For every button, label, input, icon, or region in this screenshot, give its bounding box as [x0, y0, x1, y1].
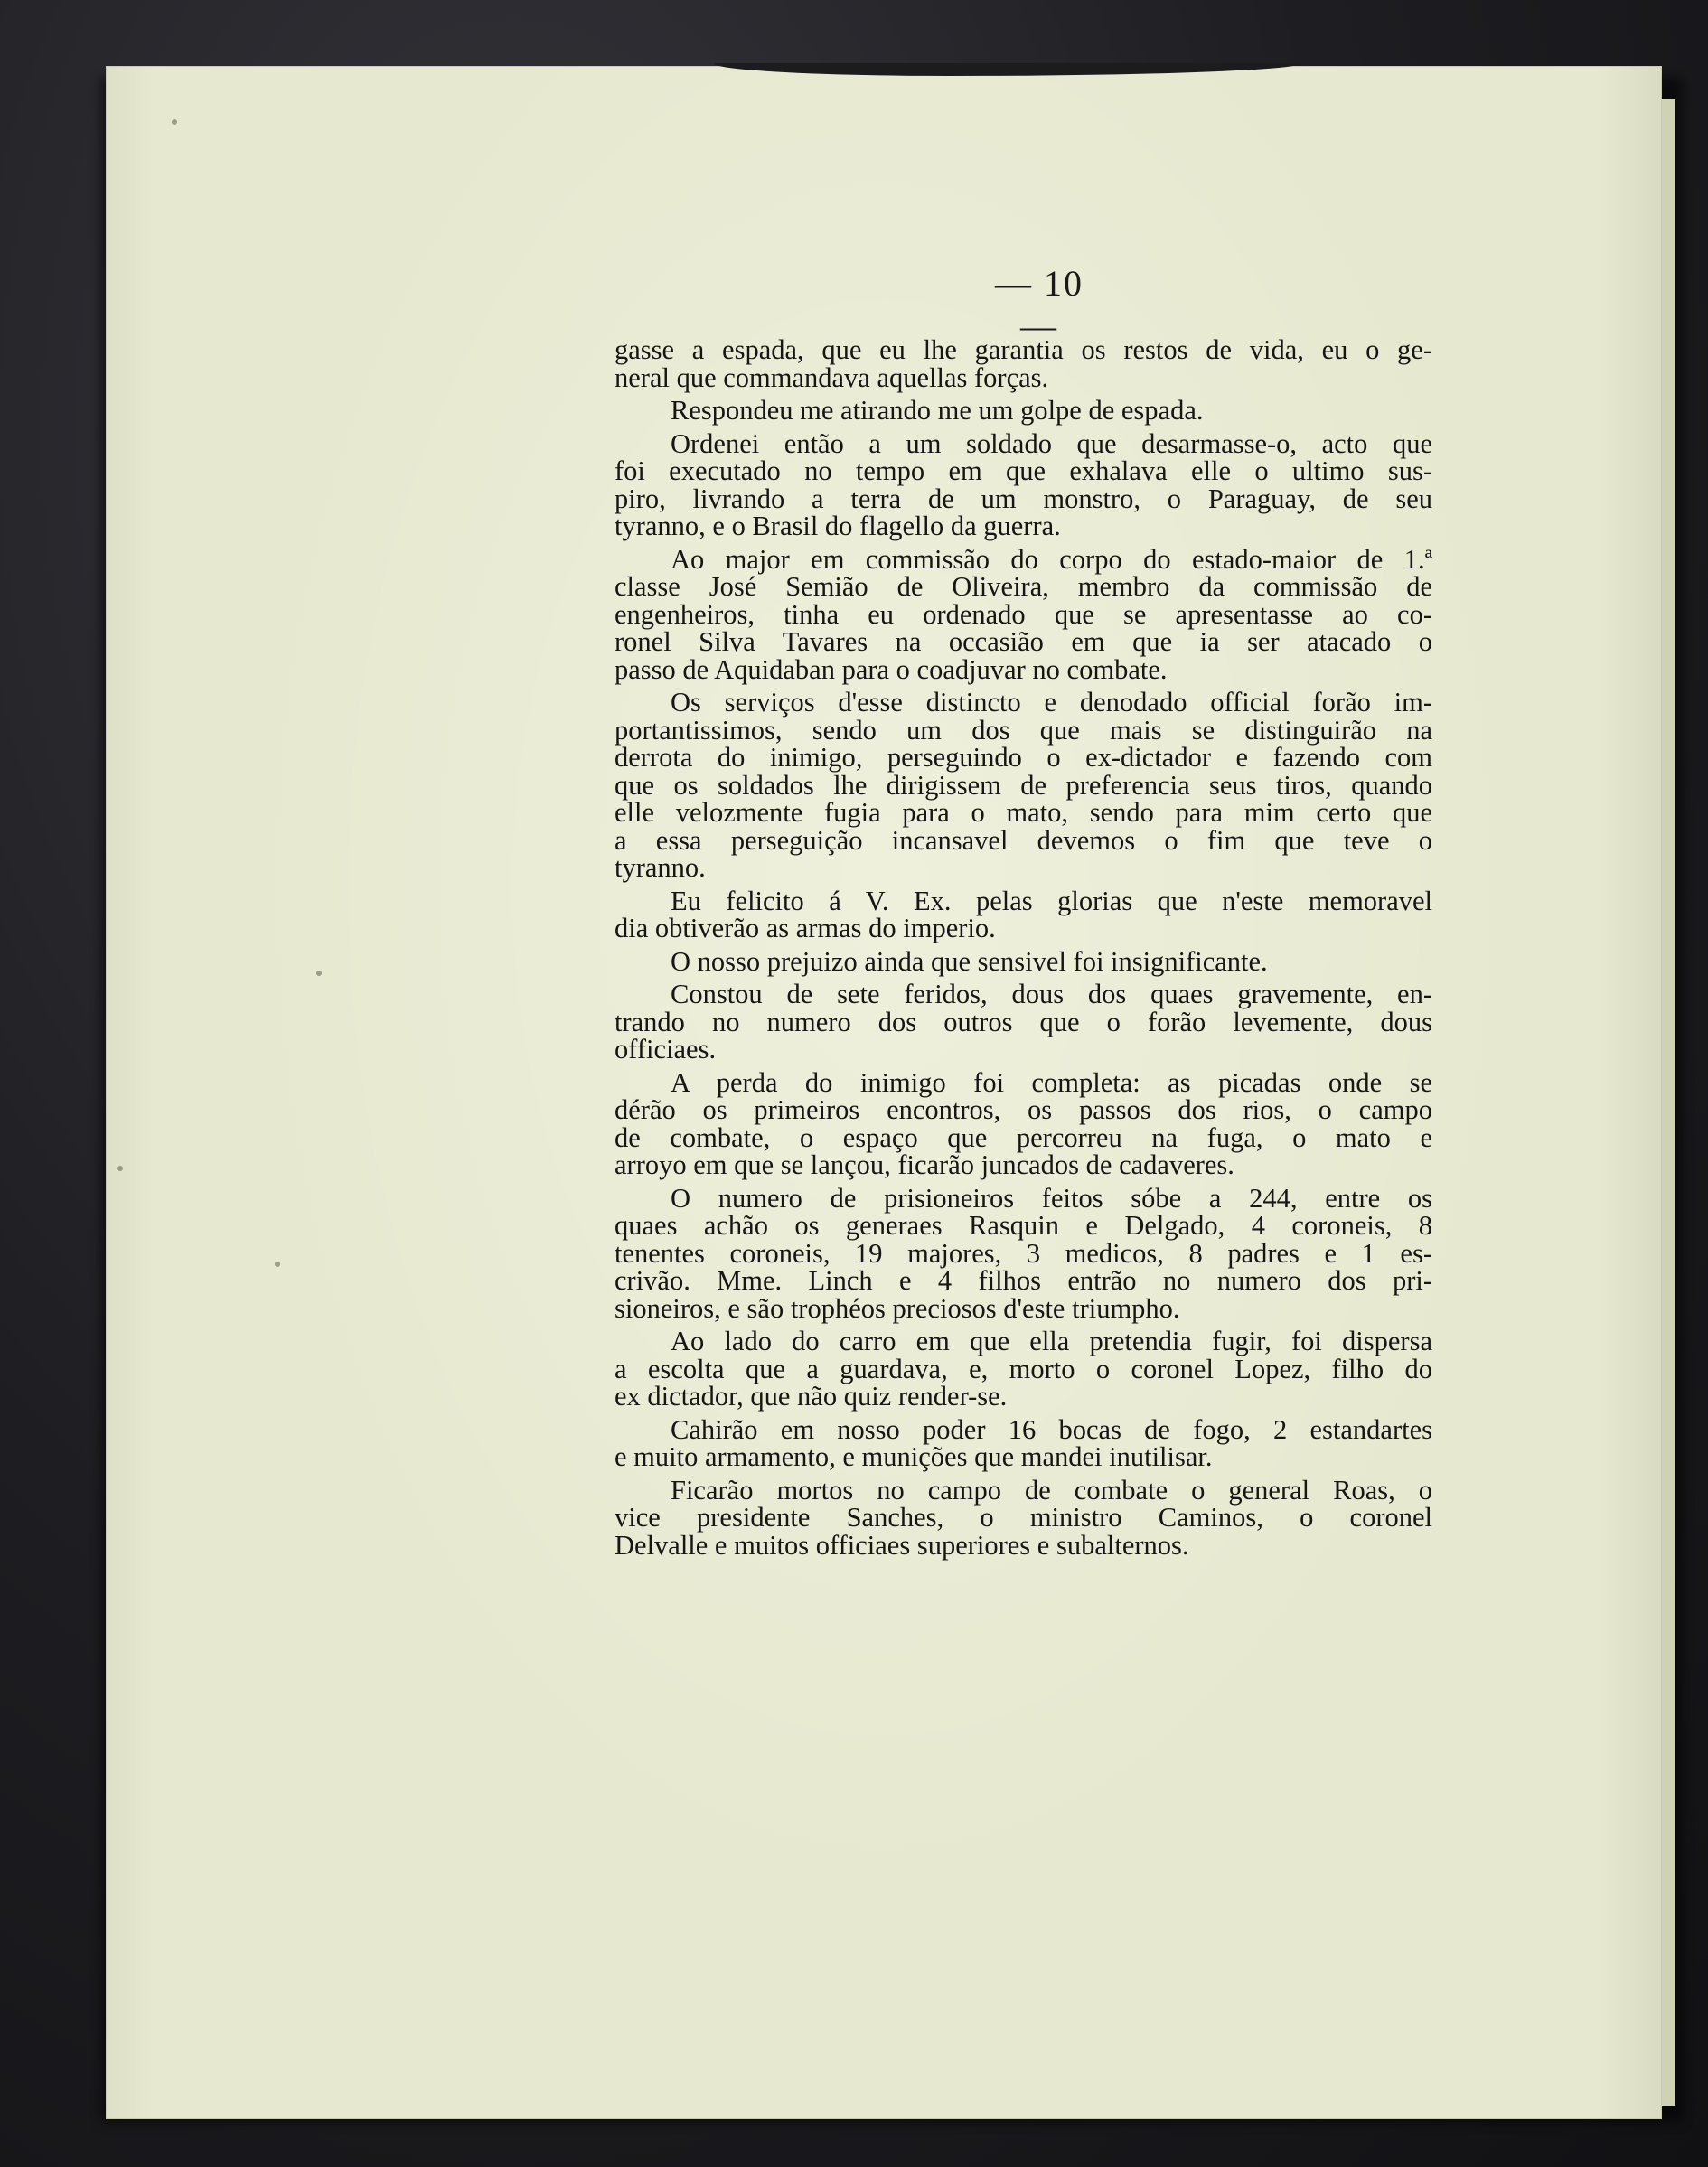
text-line: neral que commandava aquellas forças. — [615, 361, 1049, 393]
text-line: passo de Aquidaban para o coadjuvar no combate. — [615, 653, 1168, 685]
text-line: sioneiros, e são trophéos preciosos d'este triumpho. — [615, 1292, 1180, 1324]
text-line: tyranno. — [615, 852, 706, 883]
paragraph — [615, 336, 1432, 391]
text-line: vice presidente Sanches, o ministro Caminos, o coronel — [615, 1502, 1432, 1533]
paragraph — [615, 543, 1432, 685]
paragraph — [615, 689, 1432, 882]
paragraph — [615, 1066, 1432, 1180]
text-line: classe José Semião de Oliveira, membro da commissão de — [615, 571, 1432, 602]
text-line: Ao lado do carro em que ella pretendia fugir, foi dispersa — [671, 1326, 1432, 1356]
text-line: a escolta que a guardava, e, morto o coronel Lopez, filho do — [615, 1353, 1432, 1384]
text-line: que os soldados lhe dirigissem de preferencia seus tiros, quando — [615, 769, 1432, 801]
text-line: tyranno, e o Brasil do flagello da guerra. — [615, 511, 1061, 541]
paragraph — [615, 1413, 1432, 1472]
text-line: officiaes. — [615, 1034, 717, 1065]
paragraph — [615, 980, 1432, 1064]
paragraph — [615, 1327, 1432, 1411]
text-line: piro, livrando a terra de um monstro, o Paraguay, de seu — [615, 483, 1432, 514]
text-line: elle velozmente fugia para o mato, sendo para mim certo que — [615, 797, 1432, 828]
text-line: Ao major em commissão do corpo do estado-maior de 1.ª — [671, 543, 1432, 575]
text-line: engenheiros, tinha eu ordenado que se apresentasse ao co- — [615, 598, 1432, 630]
paragraph — [615, 1474, 1432, 1561]
text-line: Constou de sete feridos, dous dos quaes gravemente, en- — [671, 979, 1432, 1009]
text-line: foi executado no tempo em que exhalava elle o ultimo sus- — [615, 455, 1432, 486]
text-line: portantissimos, sendo um dos que mais se distinguirão na — [615, 714, 1432, 746]
text-line: trando no numero dos outros que o forão levemente, dous — [615, 1006, 1432, 1037]
paper-speck — [316, 971, 322, 976]
paragraph — [615, 945, 1432, 977]
text-line: crivão. Mme. Linch e 4 filhos entrão no numero dos pri- — [615, 1265, 1432, 1296]
paragraph — [615, 427, 1432, 541]
text-line: ronel Silva Tavares na occasião em que ia ser atacado o — [615, 626, 1432, 657]
text-line: Respondeu me atirando me um golpe de espada. — [671, 395, 1204, 426]
text-line: Ficarão mortos no campo de combate o general Roas, o — [671, 1474, 1432, 1506]
text-line: O nosso prejuizo ainda que sensivel foi insignificante. — [671, 945, 1268, 977]
text-line: Eu felicito á V. Ex. pelas glorias que n'este memoravel — [671, 885, 1432, 916]
text-line: Cahirão em nosso poder 16 bocas de fogo, 2 estandartes — [671, 1413, 1432, 1445]
page-number: — 10 — — [995, 263, 1084, 346]
text-line: ex dictador, que não quiz render-se. — [615, 1381, 1008, 1412]
text-line: Delvalle e muitos officiaes superiores e subalternos. — [615, 1529, 1189, 1561]
text-line: dia obtiverão as armas do imperio. — [615, 913, 996, 943]
text-line: derrota do inimigo, perseguindo o ex-dictador e fazendo com — [615, 742, 1432, 773]
text-line: A perda do inimigo foi completa: as picadas onde se — [671, 1066, 1432, 1098]
paragraph — [615, 887, 1432, 943]
text-line: de combate, o espaço que percorreu na fuga, o mato e — [615, 1121, 1432, 1153]
body-text — [615, 336, 1432, 1564]
text-line: Os serviços d'esse distincto e denodado official forão im- — [671, 687, 1432, 718]
text-line: Ordenei então a um soldado que desarmasse-o, acto que — [671, 427, 1432, 459]
text-line: a essa perseguição incansavel devemos o fim que teve o — [615, 824, 1432, 856]
paragraph — [615, 1182, 1432, 1324]
text-line: gasse a espada, que eu lhe garantia os restos de vida, eu o ge- — [615, 334, 1432, 365]
paragraph — [615, 397, 1432, 425]
text-line: O numero de prisioneiros feitos sóbe a 244, entre os — [671, 1182, 1432, 1214]
text-line: tenentes coroneis, 19 majores, 3 medicos, 8 padres e 1 es- — [615, 1237, 1432, 1269]
text-line: dérão os primeiros encontros, os passos dos rios, o campo — [615, 1094, 1432, 1125]
text-line: quaes achão os generaes Rasquin e Delgado, 4 coroneis, 8 — [615, 1210, 1432, 1241]
paper-speck — [172, 119, 177, 125]
paper-speck — [117, 1166, 123, 1171]
paper-speck — [275, 1262, 280, 1267]
text-line: e muito armamento, e munições que mandei inutilisar. — [615, 1441, 1213, 1472]
text-line: arroyo em que se lançou, ficarão juncados de cadaveres. — [615, 1149, 1234, 1180]
